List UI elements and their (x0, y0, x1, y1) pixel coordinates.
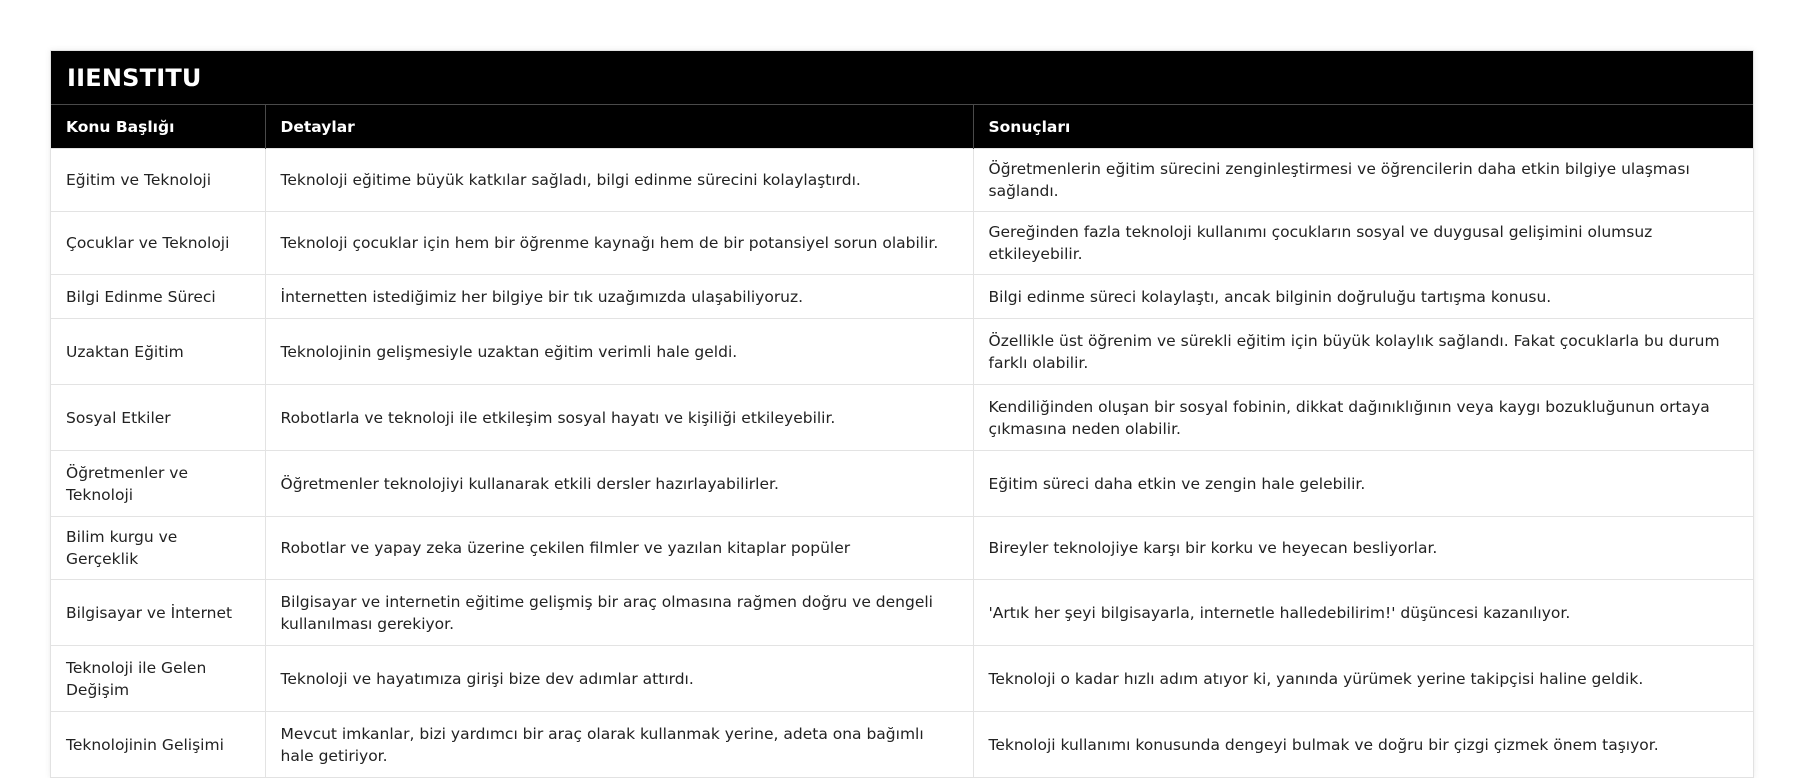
cell-results: Bilgi edinme süreci kolaylaştı, ancak bilginin doğruluğu tartışma konusu. (973, 275, 1753, 319)
cell-topic: Eğitim ve Teknoloji (51, 149, 265, 212)
cell-details: Robotlarla ve teknoloji ile etkileşim sosyal hayatı ve kişiliği etkileyebilir. (265, 385, 973, 451)
cell-details: Teknoloji çocuklar için hem bir öğrenme kaynağı hem de bir potansiyel sorun olabilir. (265, 212, 973, 275)
cell-topic: Uzaktan Eğitim (51, 319, 265, 385)
header-row (51, 105, 1753, 149)
cell-topic: Çocuklar ve Teknoloji (51, 212, 265, 275)
cell-results: Öğretmenlerin eğitim sürecini zenginleştirmesi ve öğrencilerin daha etkin bilgiye ulaşması sağlandı. (973, 149, 1753, 212)
table-row (51, 275, 1753, 319)
cell-topic: Teknoloji ile Gelen Değişim (51, 646, 265, 712)
table-header (51, 105, 1753, 149)
cell-results: Kendiliğinden oluşan bir sosyal fobinin, dikkat dağınıklığının veya kaygı bozukluğunun ortaya çıkmasına neden olabilir. (973, 385, 1753, 451)
table-row (51, 385, 1753, 451)
cell-details: Teknoloji eğitime büyük katkılar sağladı, bilgi edinme sürecini kolaylaştırdı. (265, 149, 973, 212)
column-header-details: Detaylar (265, 105, 973, 149)
table-row (51, 712, 1753, 778)
cell-results: Teknoloji kullanımı konusunda dengeyi bulmak ve doğru bir çizgi çizmek önem taşıyor. (973, 712, 1753, 778)
table-body (51, 149, 1753, 778)
column-header-topic: Konu Başlığı (51, 105, 265, 149)
table-row (51, 646, 1753, 712)
table-row (51, 319, 1753, 385)
cell-results: 'Artık her şeyi bilgisayarla, internetle halledebilirim!' düşüncesi kazanılıyor. (973, 580, 1753, 646)
cell-details: Robotlar ve yapay zeka üzerine çekilen filmler ve yazılan kitaplar popüler (265, 517, 973, 580)
cell-details: Bilgisayar ve internetin eğitime gelişmiş bir araç olmasına rağmen doğru ve dengeli kullanılması gerekiyor. (265, 580, 973, 646)
column-header-results: Sonuçları (973, 105, 1753, 149)
cell-results: Teknoloji o kadar hızlı adım atıyor ki, yanında yürümek yerine takipçisi haline geldik. (973, 646, 1753, 712)
cell-results: Özellikle üst öğrenim ve sürekli eğitim için büyük kolaylık sağlandı. Fakat çocuklarla bu durum farklı olabilir. (973, 319, 1753, 385)
table-row (51, 451, 1753, 517)
table-row (51, 149, 1753, 212)
cell-details: Teknoloji ve hayatımıza girişi bize dev adımlar attırdı. (265, 646, 973, 712)
cell-details: Mevcut imkanlar, bizi yardımcı bir araç olarak kullanmak yerine, adeta ona bağımlı hale getiriyor. (265, 712, 973, 778)
cell-topic: Öğretmenler ve Teknoloji (51, 451, 265, 517)
table-row (51, 580, 1753, 646)
cell-results: Bireyler teknolojiye karşı bir korku ve heyecan besliyorlar. (973, 517, 1753, 580)
table-row (51, 212, 1753, 275)
content-card (50, 50, 1754, 778)
cell-results: Eğitim süreci daha etkin ve zengin hale gelebilir. (973, 451, 1753, 517)
cell-topic: Bilim kurgu ve Gerçeklik (51, 517, 265, 580)
cell-topic: Sosyal Etkiler (51, 385, 265, 451)
table-row (51, 517, 1753, 580)
cell-details: Teknolojinin gelişmesiyle uzaktan eğitim verimli hale geldi. (265, 319, 973, 385)
cell-topic: Bilgisayar ve İnternet (51, 580, 265, 646)
brand-title: IIENSTITU (51, 51, 1753, 104)
cell-topic: Teknolojinin Gelişimi (51, 712, 265, 778)
cell-details: Öğretmenler teknolojiyi kullanarak etkili dersler hazırlayabilirler. (265, 451, 973, 517)
cell-topic: Bilgi Edinme Süreci (51, 275, 265, 319)
cell-details: İnternetten istediğimiz her bilgiye bir tık uzağımızda ulaşabiliyoruz. (265, 275, 973, 319)
cell-results: Gereğinden fazla teknoloji kullanımı çocukların sosyal ve duygusal gelişimini olumsuz etkileyebilir. (973, 212, 1753, 275)
data-table (51, 104, 1753, 777)
